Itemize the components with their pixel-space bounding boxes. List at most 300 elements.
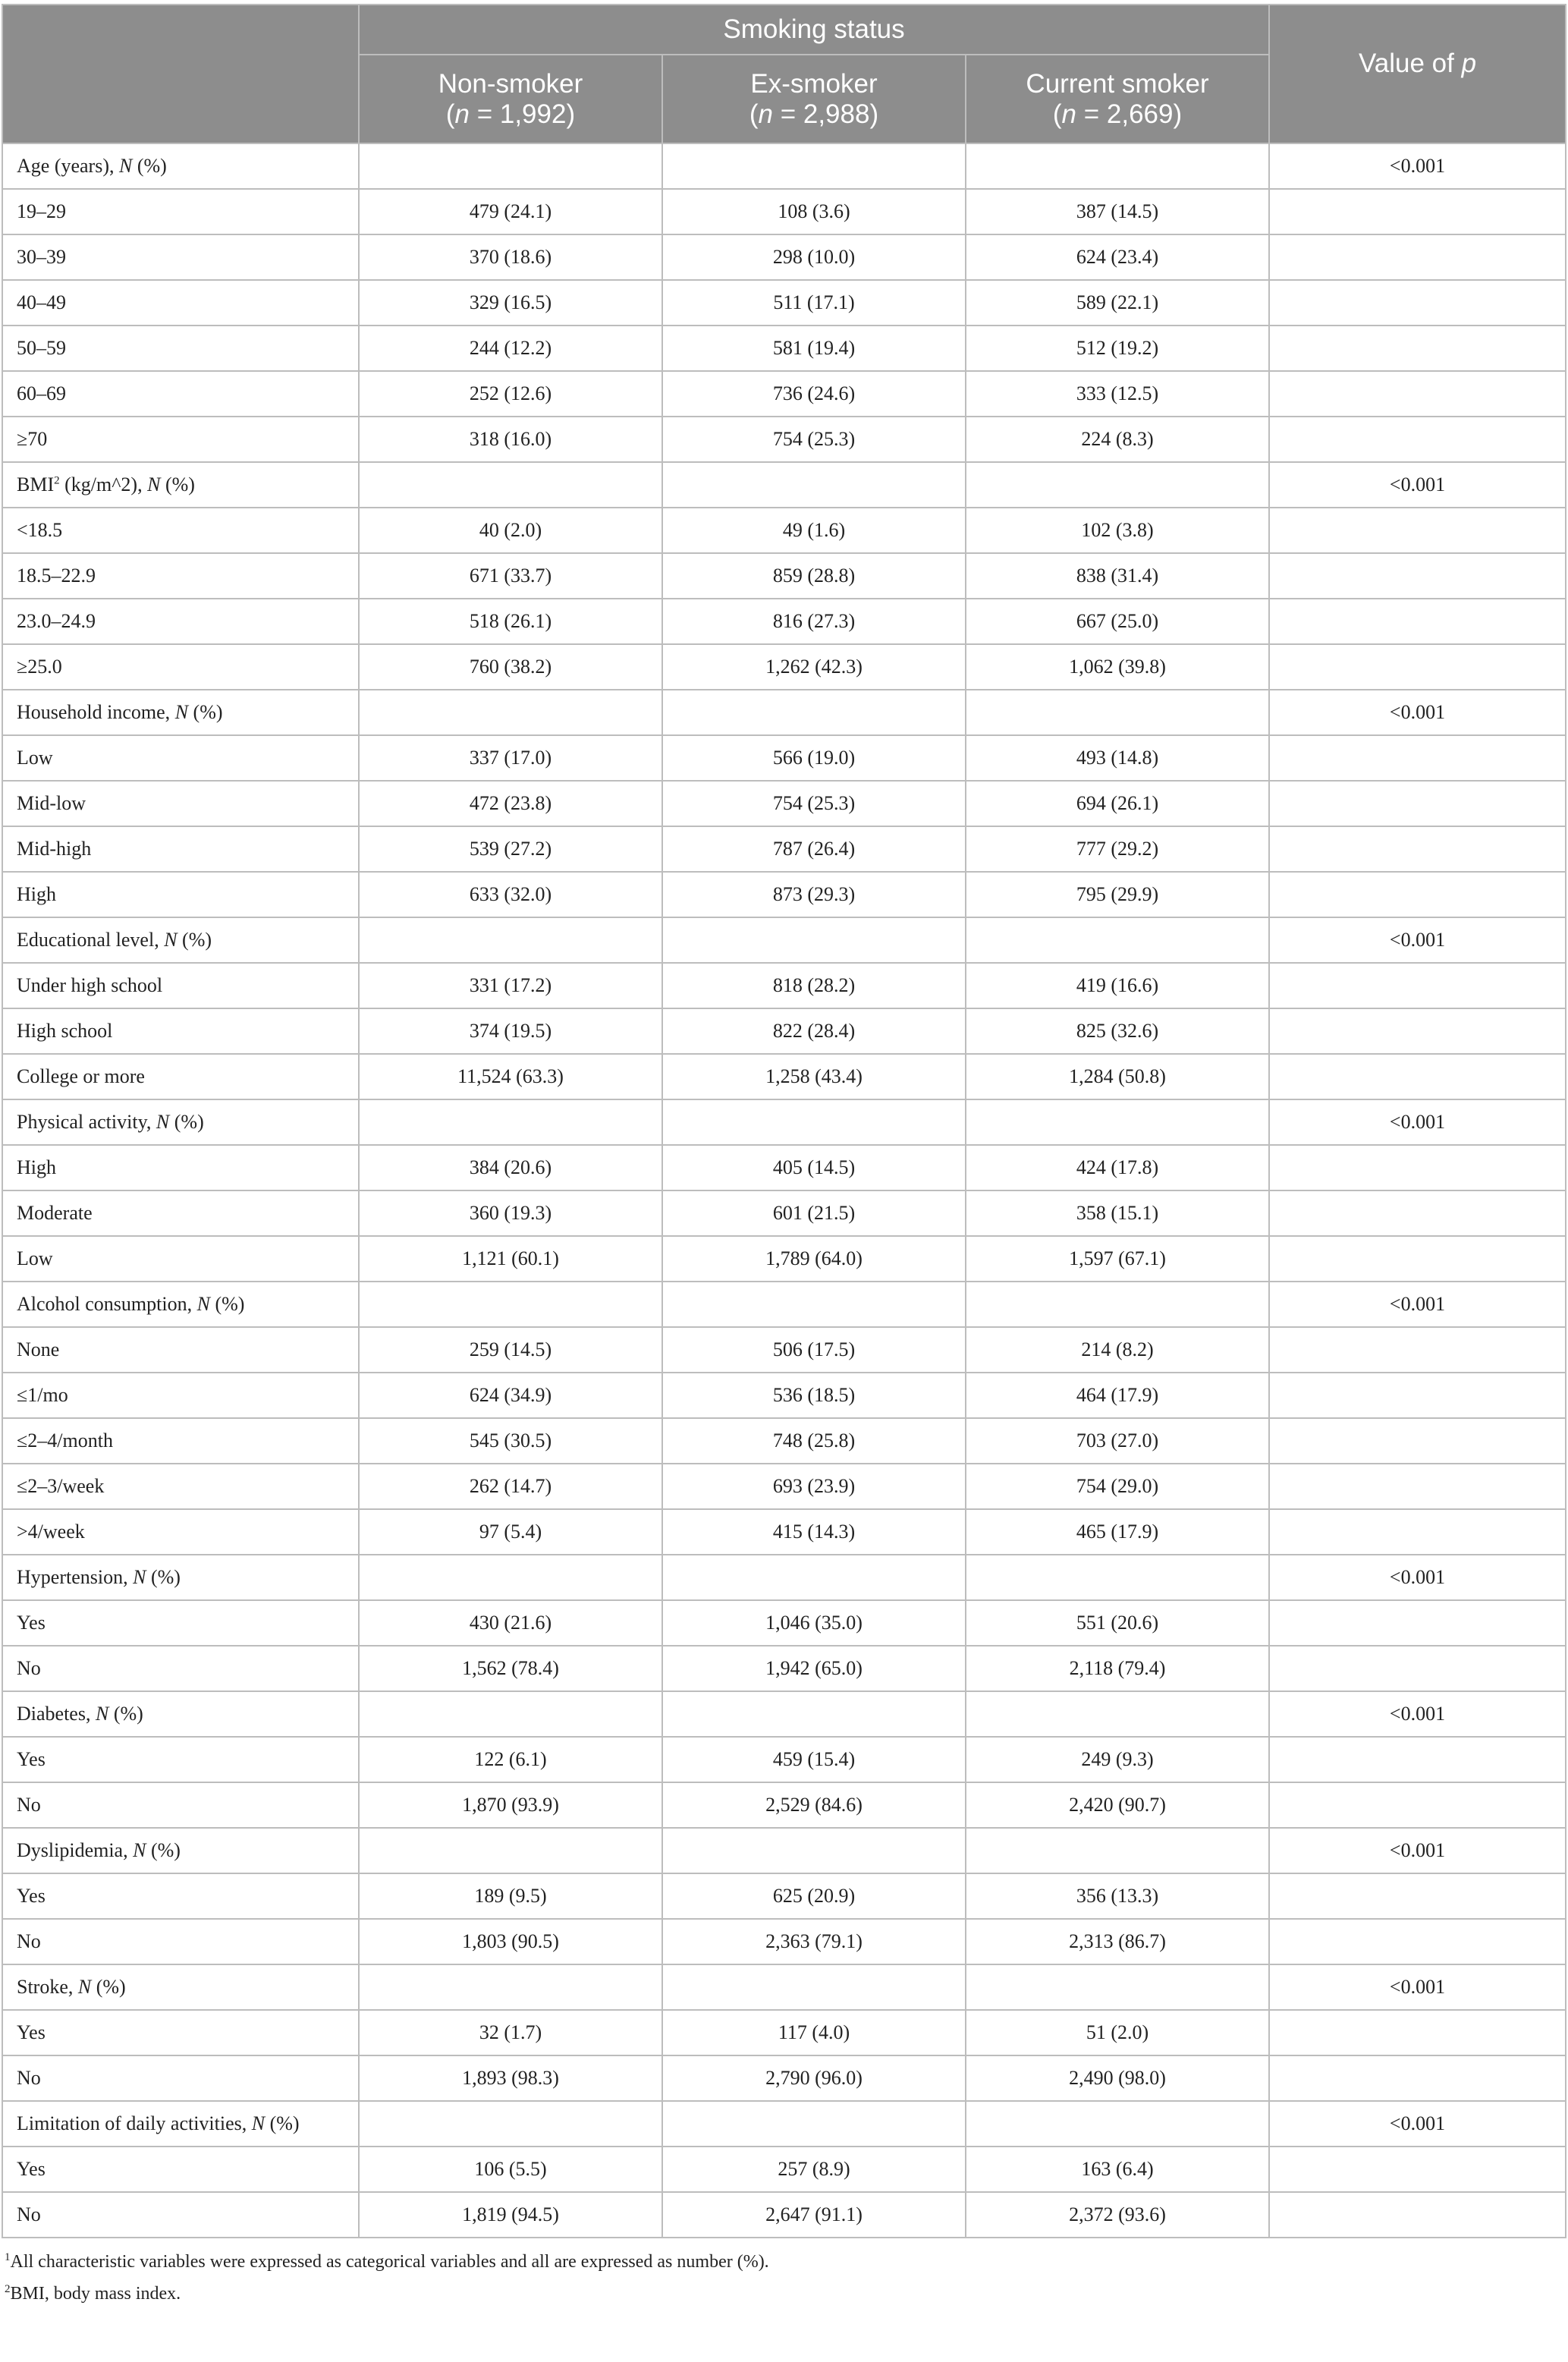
column-name: Ex-smoker	[750, 68, 878, 99]
value-cell-2	[662, 1099, 966, 1145]
p-value-cell	[1269, 1737, 1566, 1782]
value-cell-1: 370 (18.6)	[359, 234, 662, 280]
footnote-number: 2	[5, 2283, 11, 2295]
value-cell-1: 331 (17.2)	[359, 963, 662, 1008]
value-cell-3: 465 (17.9)	[966, 1509, 1269, 1555]
value-cell-2: 693 (23.9)	[662, 1464, 966, 1509]
table-group-row	[2, 1828, 1566, 1873]
p-value-cell	[1269, 1509, 1566, 1555]
p-value-cell	[1269, 781, 1566, 826]
p-value-cell	[1269, 2192, 1566, 2238]
table-row	[2, 508, 1566, 553]
p-value-cell: <0.001	[1269, 917, 1566, 963]
column-count-open: (	[445, 99, 455, 129]
row-label-text: No	[17, 1794, 41, 1816]
row-label-italic: N	[174, 701, 189, 723]
value-cell-1: 106 (5.5)	[359, 2147, 662, 2192]
row-label-text: 60–69	[17, 382, 66, 404]
row-label-text: No	[17, 2203, 41, 2225]
value-cell-2: 459 (15.4)	[662, 1737, 966, 1782]
table-row	[2, 371, 1566, 417]
table-row	[2, 1054, 1566, 1099]
column-name: Current smoker	[1026, 68, 1209, 99]
row-label-text: No	[17, 2067, 41, 2089]
row-label	[2, 1509, 359, 1555]
value-cell-2: 257 (8.9)	[662, 2147, 966, 2192]
column-count	[360, 99, 661, 130]
row-label-text: Educational level,	[17, 929, 165, 951]
row-label-italic: N	[251, 2112, 266, 2134]
row-label	[2, 690, 359, 735]
value-cell-2: 1,258 (43.4)	[662, 1054, 966, 1099]
value-cell-3: 551 (20.6)	[966, 1600, 1269, 1646]
p-value-cell	[1269, 1919, 1566, 1964]
table-header	[2, 5, 1566, 143]
column-count-var: n	[454, 99, 470, 129]
footnote-marker: 2	[54, 474, 60, 487]
p-value-cell	[1269, 1782, 1566, 1828]
row-label	[2, 280, 359, 326]
header-column-3	[966, 55, 1269, 143]
p-value-cell	[1269, 599, 1566, 644]
row-label-suffix: (%)	[146, 1566, 181, 1588]
smoking-status-table	[2, 4, 1566, 2238]
row-label	[2, 1555, 359, 1600]
value-cell-1: 1,893 (98.3)	[359, 2055, 662, 2101]
row-label	[2, 143, 359, 189]
value-cell-2	[662, 1555, 966, 1600]
value-cell-2: 536 (18.5)	[662, 1373, 966, 1418]
value-cell-3: 424 (17.8)	[966, 1145, 1269, 1190]
row-label-text: 23.0–24.9	[17, 610, 96, 632]
row-label-text: Yes	[17, 1748, 46, 1770]
p-value-cell	[1269, 1418, 1566, 1464]
row-label	[2, 1145, 359, 1190]
row-label	[2, 1190, 359, 1236]
row-label-italic: N	[95, 1703, 109, 1725]
value-cell-3: 512 (19.2)	[966, 326, 1269, 371]
value-cell-1	[359, 690, 662, 735]
row-label-text: High	[17, 883, 56, 905]
p-value-cell: <0.001	[1269, 1691, 1566, 1737]
row-label	[2, 189, 359, 234]
column-count	[966, 99, 1268, 130]
p-value-cell: <0.001	[1269, 1555, 1566, 1600]
row-label	[2, 2192, 359, 2238]
p-value-cell	[1269, 644, 1566, 690]
value-cell-3: 2,313 (86.7)	[966, 1919, 1269, 1964]
value-cell-1: 32 (1.7)	[359, 2010, 662, 2055]
row-label-text: ≥25.0	[17, 656, 62, 678]
row-label	[2, 1418, 359, 1464]
value-cell-1: 262 (14.7)	[359, 1464, 662, 1509]
value-cell-1: 633 (32.0)	[359, 872, 662, 917]
row-label-italic: N	[156, 1111, 170, 1133]
row-label	[2, 1782, 359, 1828]
value-cell-2: 748 (25.8)	[662, 1418, 966, 1464]
row-label-suffix: (%)	[209, 1293, 245, 1315]
value-cell-3	[966, 1691, 1269, 1737]
value-cell-2: 625 (20.9)	[662, 1873, 966, 1919]
value-cell-2	[662, 1828, 966, 1873]
value-cell-3: 333 (12.5)	[966, 371, 1269, 417]
p-value-cell	[1269, 1008, 1566, 1054]
value-cell-2: 2,647 (91.1)	[662, 2192, 966, 2238]
value-cell-1: 11,524 (63.3)	[359, 1054, 662, 1099]
header-group-smoking-status: Smoking status	[359, 5, 1269, 55]
row-label-text: 40–49	[17, 291, 66, 313]
table-row	[2, 2055, 1566, 2101]
value-cell-1: 1,562 (78.4)	[359, 1646, 662, 1691]
p-value-cell	[1269, 326, 1566, 371]
table-row	[2, 1008, 1566, 1054]
value-cell-3	[966, 143, 1269, 189]
p-value-cell	[1269, 1600, 1566, 1646]
value-cell-3: 419 (16.6)	[966, 963, 1269, 1008]
row-label	[2, 963, 359, 1008]
p-value-cell	[1269, 1054, 1566, 1099]
row-label-text: Yes	[17, 1885, 46, 1907]
value-cell-3	[966, 1555, 1269, 1600]
table-row	[2, 417, 1566, 462]
value-cell-2: 822 (28.4)	[662, 1008, 966, 1054]
value-cell-3	[966, 2101, 1269, 2147]
column-name: Non-smoker	[438, 68, 583, 99]
value-cell-3: 754 (29.0)	[966, 1464, 1269, 1509]
row-label	[2, 2010, 359, 2055]
row-label-text: College or more	[17, 1065, 145, 1087]
row-label-italic: N	[119, 155, 133, 177]
value-cell-1: 259 (14.5)	[359, 1327, 662, 1373]
row-label-text: Age (years),	[17, 155, 119, 177]
row-label	[2, 326, 359, 371]
table-row	[2, 644, 1566, 690]
table-body	[2, 143, 1566, 2238]
row-label-suffix: (%)	[177, 929, 212, 951]
header-column-2	[662, 55, 966, 143]
row-label-suffix: (%)	[108, 1703, 143, 1725]
row-label	[2, 1691, 359, 1737]
value-cell-2: 2,790 (96.0)	[662, 2055, 966, 2101]
row-label	[2, 1054, 359, 1099]
table-row	[2, 781, 1566, 826]
value-cell-1	[359, 1828, 662, 1873]
row-label-italic: N	[133, 1839, 146, 1861]
value-cell-2: 2,363 (79.1)	[662, 1919, 966, 1964]
row-label	[2, 872, 359, 917]
table-row	[2, 826, 1566, 872]
row-label	[2, 781, 359, 826]
value-cell-2	[662, 2101, 966, 2147]
row-label	[2, 417, 359, 462]
row-label-text: Household income,	[17, 701, 175, 723]
row-label-text: Mid-low	[17, 792, 86, 814]
table-group-row	[2, 1964, 1566, 2010]
table-row	[2, 1646, 1566, 1691]
p-value-cell	[1269, 1873, 1566, 1919]
row-label-text: <18.5	[17, 519, 63, 541]
table-group-row	[2, 1691, 1566, 1737]
value-cell-3: 2,490 (98.0)	[966, 2055, 1269, 2101]
table-row	[2, 1373, 1566, 1418]
value-cell-2	[662, 1691, 966, 1737]
value-cell-1: 479 (24.1)	[359, 189, 662, 234]
row-label-suffix: (%)	[188, 701, 223, 723]
table-row	[2, 1418, 1566, 1464]
p-value-cell	[1269, 1646, 1566, 1691]
row-label-unit: (kg/m^2),	[59, 473, 148, 495]
value-cell-1	[359, 1099, 662, 1145]
value-cell-3: 249 (9.3)	[966, 1737, 1269, 1782]
value-cell-3: 589 (22.1)	[966, 280, 1269, 326]
value-cell-2: 405 (14.5)	[662, 1145, 966, 1190]
value-cell-1	[359, 143, 662, 189]
table-row	[2, 1236, 1566, 1282]
value-cell-3: 51 (2.0)	[966, 2010, 1269, 2055]
row-label-italic: N	[196, 1293, 210, 1315]
value-cell-1: 539 (27.2)	[359, 826, 662, 872]
value-cell-1: 472 (23.8)	[359, 781, 662, 826]
p-value-cell	[1269, 280, 1566, 326]
table-row	[2, 1782, 1566, 1828]
row-label	[2, 1282, 359, 1327]
p-value-cell: <0.001	[1269, 462, 1566, 508]
value-cell-2: 859 (28.8)	[662, 553, 966, 599]
value-cell-2: 566 (19.0)	[662, 735, 966, 781]
p-value-cell	[1269, 1236, 1566, 1282]
column-count-open: (	[749, 99, 759, 129]
value-cell-2: 581 (19.4)	[662, 326, 966, 371]
value-cell-2: 736 (24.6)	[662, 371, 966, 417]
table-row	[2, 2010, 1566, 2055]
table-row	[2, 2192, 1566, 2238]
value-cell-1: 545 (30.5)	[359, 1418, 662, 1464]
value-cell-3: 795 (29.9)	[966, 872, 1269, 917]
footnote-text: BMI, body mass index.	[10, 2284, 181, 2304]
value-cell-2	[662, 690, 966, 735]
value-cell-1	[359, 2101, 662, 2147]
p-value-cell	[1269, 2010, 1566, 2055]
row-label-text: None	[17, 1338, 60, 1360]
table-group-row	[2, 2101, 1566, 2147]
table-row	[2, 326, 1566, 371]
value-cell-3: 667 (25.0)	[966, 599, 1269, 644]
footnote-number: 1	[5, 2251, 11, 2263]
value-cell-2: 873 (29.3)	[662, 872, 966, 917]
row-label-text: ≤2–4/month	[17, 1429, 113, 1451]
p-value-cell	[1269, 2147, 1566, 2192]
value-cell-3	[966, 462, 1269, 508]
table-row	[2, 1327, 1566, 1373]
row-label-text: Yes	[17, 2158, 46, 2180]
row-label	[2, 508, 359, 553]
value-cell-1: 189 (9.5)	[359, 1873, 662, 1919]
row-label-text: Yes	[17, 1612, 46, 1634]
row-label-text: Low	[17, 747, 53, 769]
value-cell-3: 624 (23.4)	[966, 234, 1269, 280]
row-label	[2, 1964, 359, 2010]
value-cell-3: 2,372 (93.6)	[966, 2192, 1269, 2238]
row-label	[2, 371, 359, 417]
p-value-cell	[1269, 826, 1566, 872]
value-cell-1: 252 (12.6)	[359, 371, 662, 417]
value-cell-2	[662, 462, 966, 508]
row-label	[2, 2101, 359, 2147]
value-cell-1: 624 (34.9)	[359, 1373, 662, 1418]
table-row	[2, 553, 1566, 599]
row-label-text: Yes	[17, 2021, 46, 2043]
row-label-text: Alcohol consumption,	[17, 1293, 197, 1315]
value-cell-3: 2,420 (90.7)	[966, 1782, 1269, 1828]
row-label-text: Under high school	[17, 974, 163, 996]
p-value-cell	[1269, 189, 1566, 234]
row-label	[2, 2147, 359, 2192]
p-value-cell: <0.001	[1269, 690, 1566, 735]
row-label	[2, 1737, 359, 1782]
header-column-1	[359, 55, 662, 143]
value-cell-2: 117 (4.0)	[662, 2010, 966, 2055]
table-footnotes	[2, 2246, 1565, 2310]
p-value-label: Value of	[1359, 48, 1462, 78]
row-label-text: ≤2–3/week	[17, 1475, 105, 1497]
value-cell-1: 384 (20.6)	[359, 1145, 662, 1190]
value-cell-1: 760 (38.2)	[359, 644, 662, 690]
table-row	[2, 1600, 1566, 1646]
row-label	[2, 462, 359, 508]
value-cell-3: 358 (15.1)	[966, 1190, 1269, 1236]
p-value-cell	[1269, 1190, 1566, 1236]
value-cell-3	[966, 1964, 1269, 2010]
value-cell-3: 1,597 (67.1)	[966, 1236, 1269, 1282]
row-label-suffix: (%)	[160, 473, 195, 495]
p-value-cell	[1269, 553, 1566, 599]
value-cell-3	[966, 1828, 1269, 1873]
row-label	[2, 234, 359, 280]
value-cell-2: 816 (27.3)	[662, 599, 966, 644]
value-cell-1: 318 (16.0)	[359, 417, 662, 462]
row-label-suffix: (%)	[132, 155, 167, 177]
value-cell-1	[359, 1691, 662, 1737]
row-label-text: 18.5–22.9	[17, 565, 96, 587]
value-cell-1: 337 (17.0)	[359, 735, 662, 781]
p-value-var: p	[1461, 48, 1477, 78]
table-row	[2, 1464, 1566, 1509]
table-group-row	[2, 143, 1566, 189]
value-cell-3	[966, 690, 1269, 735]
p-value-cell	[1269, 872, 1566, 917]
row-label	[2, 1099, 359, 1145]
value-cell-1: 1,803 (90.5)	[359, 1919, 662, 1964]
p-value-cell: <0.001	[1269, 143, 1566, 189]
row-label	[2, 1828, 359, 1873]
table-group-row	[2, 1555, 1566, 1600]
table-group-row	[2, 690, 1566, 735]
value-cell-2: 415 (14.3)	[662, 1509, 966, 1555]
value-cell-2	[662, 917, 966, 963]
p-value-cell	[1269, 371, 1566, 417]
value-cell-2: 1,942 (65.0)	[662, 1646, 966, 1691]
table-row	[2, 234, 1566, 280]
value-cell-3: 163 (6.4)	[966, 2147, 1269, 2192]
table-row	[2, 735, 1566, 781]
row-label	[2, 1008, 359, 1054]
value-cell-3: 1,062 (39.8)	[966, 644, 1269, 690]
value-cell-3: 387 (14.5)	[966, 189, 1269, 234]
row-label-text: ≥70	[17, 428, 48, 450]
value-cell-1: 244 (12.2)	[359, 326, 662, 371]
table-row	[2, 1190, 1566, 1236]
p-value-cell	[1269, 417, 1566, 462]
table-row	[2, 1919, 1566, 1964]
p-value-cell	[1269, 234, 1566, 280]
value-cell-1: 122 (6.1)	[359, 1737, 662, 1782]
value-cell-1	[359, 1282, 662, 1327]
table-row	[2, 872, 1566, 917]
p-value-cell	[1269, 508, 1566, 553]
row-label	[2, 1873, 359, 1919]
value-cell-2: 1,046 (35.0)	[662, 1600, 966, 1646]
value-cell-3: 493 (14.8)	[966, 735, 1269, 781]
value-cell-2: 818 (28.2)	[662, 963, 966, 1008]
column-count-value: = 2,988)	[772, 99, 879, 129]
value-cell-3	[966, 917, 1269, 963]
value-cell-1: 329 (16.5)	[359, 280, 662, 326]
row-label	[2, 1327, 359, 1373]
value-cell-1	[359, 1555, 662, 1600]
table-group-row	[2, 462, 1566, 508]
value-cell-1	[359, 1964, 662, 2010]
value-cell-1: 97 (5.4)	[359, 1509, 662, 1555]
row-label	[2, 1373, 359, 1418]
row-label	[2, 1919, 359, 1964]
table-row	[2, 280, 1566, 326]
row-label-text: >4/week	[17, 1521, 85, 1543]
value-cell-3: 464 (17.9)	[966, 1373, 1269, 1418]
table-row	[2, 1737, 1566, 1782]
column-count-var: n	[758, 99, 773, 129]
row-label-italic: N	[77, 1976, 92, 1998]
value-cell-1: 1,121 (60.1)	[359, 1236, 662, 1282]
row-label-suffix: (%)	[169, 1111, 204, 1133]
value-cell-2: 49 (1.6)	[662, 508, 966, 553]
table-row	[2, 1873, 1566, 1919]
p-value-cell	[1269, 2055, 1566, 2101]
value-cell-1: 1,819 (94.5)	[359, 2192, 662, 2238]
row-label-italic: N	[164, 929, 178, 951]
value-cell-1: 360 (19.3)	[359, 1190, 662, 1236]
value-cell-1: 430 (21.6)	[359, 1600, 662, 1646]
row-label-text: Low	[17, 1247, 53, 1269]
row-label	[2, 1646, 359, 1691]
p-value-cell: <0.001	[1269, 1828, 1566, 1873]
p-value-cell: <0.001	[1269, 1964, 1566, 2010]
table-group-row	[2, 1282, 1566, 1327]
row-label	[2, 1464, 359, 1509]
p-value-cell	[1269, 1145, 1566, 1190]
value-cell-2: 754 (25.3)	[662, 417, 966, 462]
value-cell-2: 506 (17.5)	[662, 1327, 966, 1373]
row-label-text: 50–59	[17, 337, 66, 359]
row-label-text: BMI	[17, 473, 55, 495]
value-cell-2: 108 (3.6)	[662, 189, 966, 234]
p-value-cell	[1269, 1373, 1566, 1418]
value-cell-1: 374 (19.5)	[359, 1008, 662, 1054]
table-row	[2, 189, 1566, 234]
p-value-cell	[1269, 1327, 1566, 1373]
column-count-value: = 1,992)	[469, 99, 576, 129]
footnote-text: All characteristic variables were expressed as categorical variables and all are expressed as number (%).	[10, 2252, 769, 2272]
p-value-cell: <0.001	[1269, 1099, 1566, 1145]
